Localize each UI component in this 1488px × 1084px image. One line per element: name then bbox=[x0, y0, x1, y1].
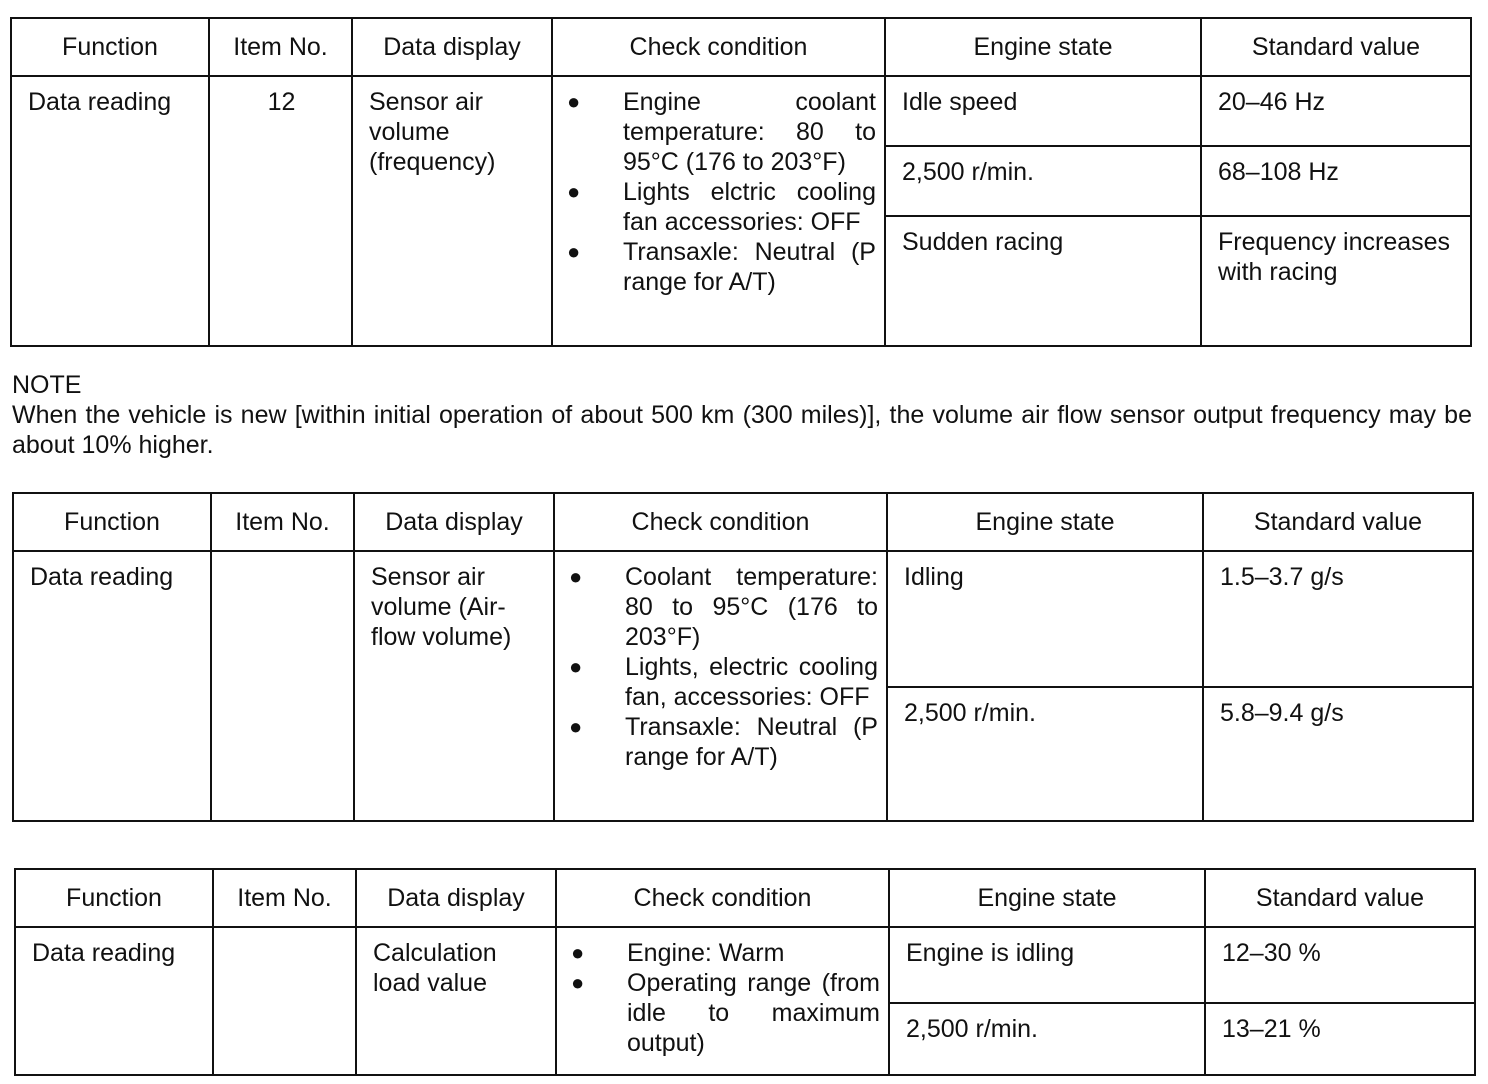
spec-table-3 bbox=[14, 868, 1476, 1076]
check-condition-cell bbox=[556, 927, 889, 1075]
header-standard-value: Standard value bbox=[1205, 869, 1475, 927]
condition-item: ● Engine: Warm bbox=[571, 939, 785, 967]
header-standard-value: Standard value bbox=[1201, 18, 1471, 76]
item-no-cell bbox=[213, 927, 356, 1075]
header-engine-state: Engine state bbox=[889, 869, 1205, 927]
header-item-no: Item No. bbox=[211, 493, 354, 551]
bullet-icon: ● bbox=[569, 564, 583, 589]
header-row bbox=[13, 493, 1473, 551]
header-engine-state: Engine state bbox=[887, 493, 1203, 551]
function-cell: Data reading bbox=[15, 927, 213, 1075]
standard-value-cell: 5.8–9.4 g/s bbox=[1203, 687, 1473, 821]
table-row bbox=[11, 76, 1471, 146]
data-display-cell: Sensor air volume (Air-flow volume) bbox=[354, 551, 554, 821]
header-standard-value: Standard value bbox=[1203, 493, 1473, 551]
condition-item: ● Transaxle: Neutral (P range for A/T) bbox=[567, 238, 876, 296]
condition-item: ● Coolant temperature: 80 to 95°C (176 to 203°F) bbox=[569, 563, 878, 651]
standard-value-cell: 20–46 Hz bbox=[1201, 76, 1471, 146]
bullet-icon: ● bbox=[569, 654, 583, 679]
item-no-cell bbox=[211, 551, 354, 821]
bullet-icon: ● bbox=[571, 970, 585, 995]
bullet-icon: ● bbox=[571, 940, 585, 965]
engine-state-cell: Idling bbox=[887, 551, 1203, 687]
condition-item: ● Transaxle: Neutral (P range for A/T) bbox=[569, 713, 878, 771]
function-cell: Data reading bbox=[11, 76, 209, 346]
engine-state-cell: Engine is idling bbox=[889, 927, 1205, 1003]
header-check-condition: Check condition bbox=[554, 493, 887, 551]
condition-item: ● Engine coolant temperature: 80 to 95°C (176 to 203°F) bbox=[567, 88, 876, 176]
header-item-no: Item No. bbox=[209, 18, 352, 76]
item-no-cell: 12 bbox=[209, 76, 352, 346]
header-item-no: Item No. bbox=[213, 869, 356, 927]
header-row bbox=[11, 18, 1471, 76]
engine-state-cell: Sudden racing bbox=[885, 216, 1201, 346]
header-data-display: Data display bbox=[354, 493, 554, 551]
header-data-display: Data display bbox=[352, 18, 552, 76]
standard-value-cell: 68–108 Hz bbox=[1201, 146, 1471, 216]
standard-value-cell: 12–30 % bbox=[1205, 927, 1475, 1003]
table-row bbox=[15, 927, 1475, 1003]
header-check-condition: Check condition bbox=[552, 18, 885, 76]
engine-state-cell: Idle speed bbox=[885, 76, 1201, 146]
data-display-cell: Sensor air volume (frequency) bbox=[352, 76, 552, 346]
header-row bbox=[15, 869, 1475, 927]
data-display-cell: Calculation load value bbox=[356, 927, 556, 1075]
standard-value-cell: 1.5–3.7 g/s bbox=[1203, 551, 1473, 687]
note-title: NOTE bbox=[12, 371, 82, 399]
bullet-icon: ● bbox=[567, 239, 581, 264]
check-condition-cell bbox=[552, 76, 885, 346]
header-function: Function bbox=[15, 869, 213, 927]
condition-item: ● Lights, electric cooling fan, accessories: OFF bbox=[569, 653, 878, 711]
bullet-icon: ● bbox=[567, 179, 581, 204]
condition-item: ● Lights elctric cooling fan accessories: OFF bbox=[567, 178, 876, 236]
bullet-icon: ● bbox=[567, 89, 581, 114]
standard-value-cell: 13–21 % bbox=[1205, 1003, 1475, 1075]
engine-state-cell: 2,500 r/min. bbox=[885, 146, 1201, 216]
engine-state-cell: 2,500 r/min. bbox=[887, 687, 1203, 821]
check-condition-cell bbox=[554, 551, 887, 821]
note-block bbox=[12, 370, 1472, 460]
header-data-display: Data display bbox=[356, 869, 556, 927]
header-function: Function bbox=[13, 493, 211, 551]
header-engine-state: Engine state bbox=[885, 18, 1201, 76]
bullet-icon: ● bbox=[569, 714, 583, 739]
condition-item: ● Operating range (from idle to maximum output) bbox=[571, 969, 880, 1057]
note-text: When the vehicle is new [within initial operation of about 500 km (300 miles)], the volume air flow sensor output frequency may be about 10% higher. bbox=[12, 401, 1472, 459]
spec-table-2 bbox=[12, 492, 1474, 822]
spec-table-1 bbox=[10, 17, 1472, 347]
table-row bbox=[13, 551, 1473, 687]
standard-value-cell: Frequency increases with racing bbox=[1201, 216, 1471, 346]
header-function: Function bbox=[11, 18, 209, 76]
function-cell: Data reading bbox=[13, 551, 211, 821]
engine-state-cell: 2,500 r/min. bbox=[889, 1003, 1205, 1075]
header-check-condition: Check condition bbox=[556, 869, 889, 927]
